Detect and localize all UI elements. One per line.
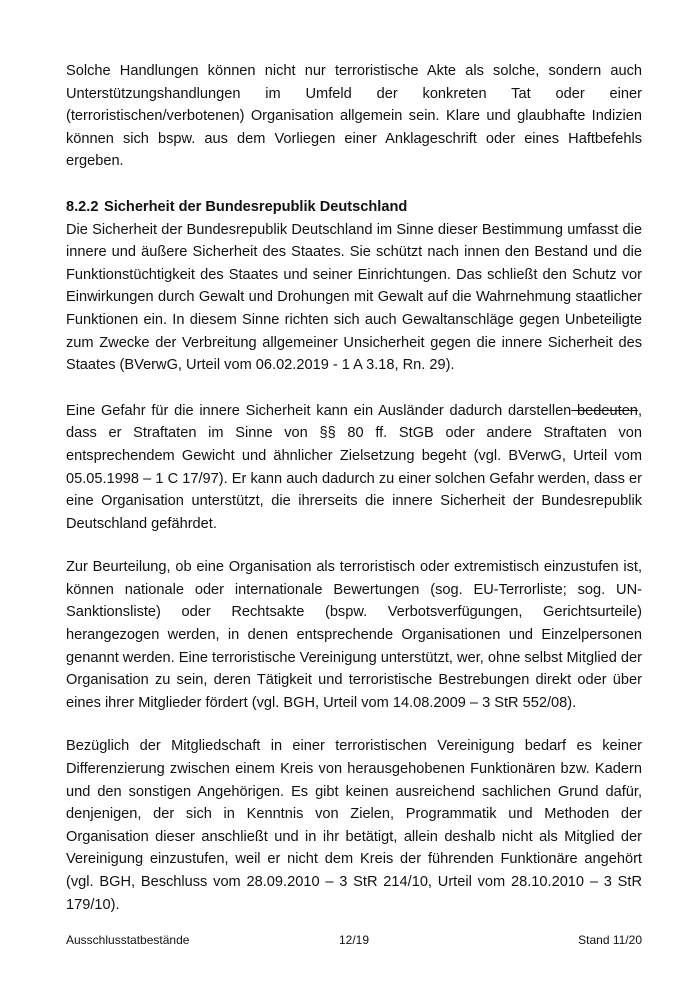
document-page	[66, 60, 642, 916]
paragraph-membership: Bezüglich der Mitgliedschaft in einer terroristischen Vereinigung bedarf es keiner Differenzierung zwischen einem Kreis von herausgehobenen Funktionären bzw. Kadern und den sonstigen Angehörigen. Es gibt keinen ausreichend sachlichen Grund dafür, denjenigen, der sich in Kenntnis von Zielen, Programmatik und Methoden der Organisation dieser anschließt und in ihr betätigt, allein deshalb nicht als Mitglied der Vereinigung einzustufen, weil er nicht dem Kreis der führenden Funktionäre angehört (vgl. BGH, Beschluss vom 28.09.2010 – 3 StR 214/10, Urteil vom 28.10.2010 – 3 StR 179/10).	[66, 738, 642, 913]
paragraph-security-definition: Die Sicherheit der Bundesrepublik Deutschland im Sinne dieser Bestimmung umfasst die innere und äußere Sicherheit des Staates. Sie schützt nach innen den Bestand und die Funktionstüchtigkeit des Staates und seiner Einrichtungen. Das schließt den Schutz vor Einwirkungen durch Gewalt und Drohungen mit Gewalt auf die Wahrnehmung staatlicher Funktionen ein. In diesem Sinne richten sich auch Gewaltanschläge gegen Unbeteiligte zum Zwecke der Verbreitung allgemeiner Unsicherheit gegen die innere Sicherheit des Staates (BVerwG, Urteil vom 06.02.2019 - 1 A 3.18, Rn. 29).	[66, 221, 642, 374]
footer-version: Stand 11/20	[578, 933, 642, 947]
footer-page-number: 12/19	[338, 933, 370, 947]
footer-document-title: Ausschlusstatbestände	[66, 933, 190, 947]
section-heading	[66, 196, 642, 219]
section-number: 8.2.2	[66, 198, 99, 215]
paragraph-indicators: Solche Handlungen können nicht nur terroristische Akte als solche, sondern auch Unterstützungshandlungen im Umfeld der konkreten Tat oder einer (terroristischen/verbotenen) Organisation allgemein sein. Klare und glaubhafte Indizien können sich bspw. aus dem Vorliegen einer Anklageschrift oder eines Haftbefehls ergeben.	[66, 63, 642, 170]
struck-text: bedeuten	[571, 402, 638, 419]
page-footer	[66, 930, 642, 950]
paragraph-organisation-assessment: Zur Beurteilung, ob eine Organisation als terroristisch oder extremistisch einzustufen ist, können nationale oder internationale Bewertungen (sog. EU-Terrorliste; sog. UN-Sanktionsliste) oder Rechtsakte (bspw. Verbotsverfügungen, Gerichtsurteile) herangezogen werden, in denen entsprechende Organisationen und Einzelpersonen genannt werden. Eine terroristische Vereinigung unterstützt, wer, ohne selbst Mitglied der Organisation zu sein, deren Tätigkeit und terroristische Bestrebungen direkt oder über eines ihrer Mitglieder fördert (vgl. BGH, Urteil vom 14.08.2009 – 3 StR 552/08).	[66, 559, 642, 711]
paragraph-danger-internal-security: Eine Gefahr für die innere Sicherheit kann ein Ausländer dadurch darstellen bedeuten, dass er Straftaten im Sinne von §§ 80 ff. StGB oder andere Straftaten von entsprechendem Gewicht und ähnlicher Zielsetzung begeht (vgl. BVerwG, Urteil vom 05.05.1998 – 1 C 17/97). Er kann auch dadurch zu einer solchen Gefahr werden, dass er eine Organisation unterstützt, die ihrerseits die innere Sicherheit der Bundesrepublik Deutschland gefährdet.	[66, 402, 642, 532]
section-title: Sicherheit der Bundesrepublik Deutschland	[104, 198, 408, 215]
